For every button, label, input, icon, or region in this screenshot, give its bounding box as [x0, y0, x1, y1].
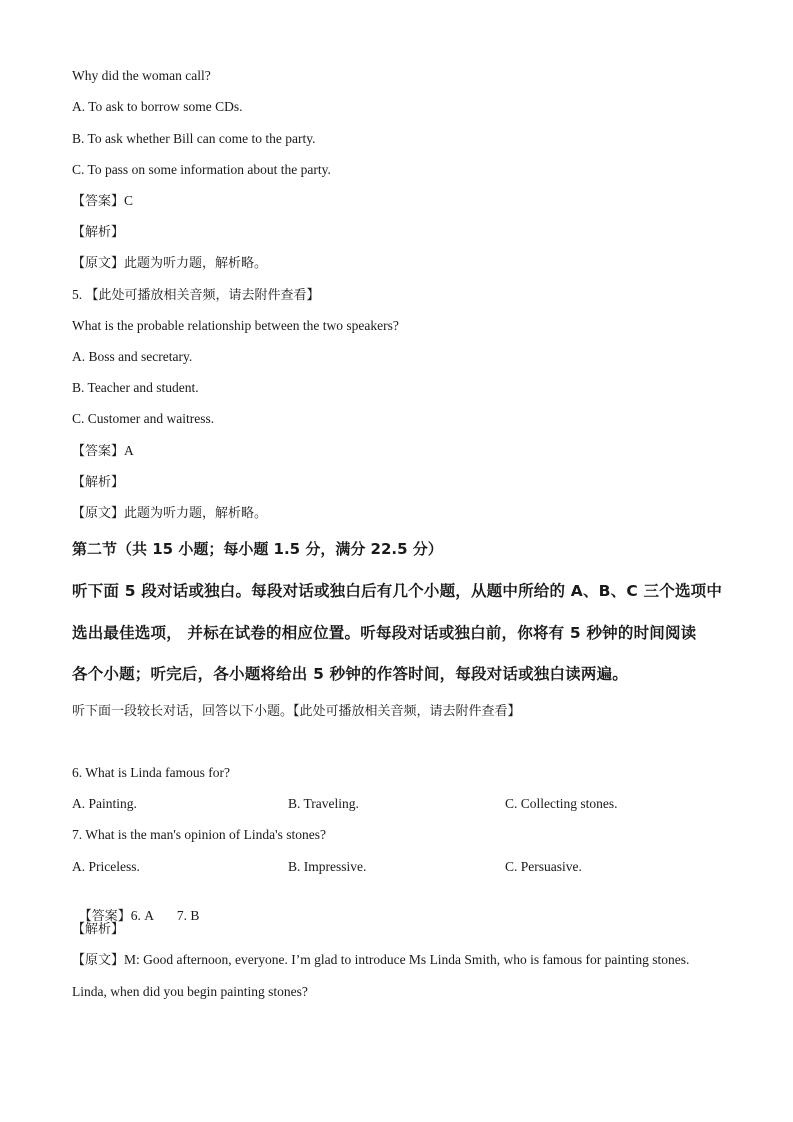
q5-option-a: A. Boss and secretary. — [72, 349, 193, 364]
q4-analysis — [72, 223, 124, 242]
sub-instruction: 听下面一段较长对话，回答以下小题。【此处可播放相关音频，请去附件查看】 — [72, 704, 521, 719]
q7-option-b: B. Impressive. — [288, 859, 367, 874]
analysis-tag: 【解析】 — [72, 225, 125, 240]
q4-option-c: C. To pass on some information about the party. — [72, 162, 331, 177]
analysis-tag: 【解析】 — [72, 922, 125, 937]
q67-original — [72, 951, 689, 970]
answer-tag: 【答案】 — [72, 194, 125, 209]
q5-header — [72, 286, 320, 305]
q6-question: 6. What is Linda famous for? — [72, 765, 230, 780]
q4-answer — [72, 192, 133, 211]
answer-value: A — [124, 443, 134, 458]
original-tag: 【原文】 — [72, 256, 125, 271]
q5-audio-note: 【此处可播放相关音频，请去附件查看】 — [85, 288, 320, 303]
q67-analysis — [72, 920, 124, 939]
answer-value: C — [124, 193, 134, 208]
q5-question: What is the probable relationship between the two speakers? — [72, 318, 399, 333]
q4-option-a: A. To ask to borrow some CDs. — [72, 99, 243, 114]
q6-option-b: B. Traveling. — [288, 796, 359, 811]
q5-option-b: B. Teacher and student. — [72, 380, 199, 395]
section-title: 第二节（共 15 小题；每小题 1.5 分，满分 22.5 分） — [72, 540, 443, 558]
q4-original — [72, 254, 267, 273]
q6-option-c: C. Collecting stones. — [505, 796, 618, 811]
original-text-line-1: M: Good afternoon, everyone. I’m glad to introduce Ms Linda Smith, who is famous for painting stones. — [124, 952, 690, 967]
original-tag: 【原文】 — [72, 953, 125, 968]
q7-question: 7. What is the man's opinion of Linda's stones? — [72, 827, 326, 842]
answer-tag: 【答案】 — [78, 909, 131, 924]
answer-value: 6. A 7. B — [130, 908, 200, 923]
q7-option-a: A. Priceless. — [72, 859, 140, 874]
section-instruction-line-2: 选出最佳选项， 并标在试卷的相应位置。听每段对话或独白前，你将有 5 秒钟的时间阅读 — [72, 624, 697, 642]
section-instruction-line-3: 各个小题；听完后，各小题将给出 5 秒钟的作答时间，每段对话或独白读两遍。 — [72, 665, 628, 683]
original-text: 此题为听力题，解析略。 — [124, 506, 268, 521]
q5-number: 5. — [72, 287, 86, 302]
answer-tag: 【答案】 — [72, 444, 125, 459]
original-text: 此题为听力题，解析略。 — [124, 256, 268, 271]
q6-option-a: A. Painting. — [72, 796, 137, 811]
q4-question: Why did the woman call? — [72, 68, 211, 83]
q5-original — [72, 504, 267, 523]
q7-option-c: C. Persuasive. — [505, 859, 582, 874]
q5-option-c: C. Customer and waitress. — [72, 411, 215, 426]
q5-answer — [72, 442, 134, 461]
analysis-tag: 【解析】 — [72, 475, 125, 490]
section-instruction-line-1: 听下面 5 段对话或独白。每段对话或独白后有几个小题，从题中所给的 A、B、C 三个选项中 — [72, 582, 723, 600]
q5-analysis — [72, 473, 124, 492]
original-tag: 【原文】 — [72, 506, 125, 521]
q67-original-line-2: Linda, when did you begin painting stones? — [72, 984, 308, 999]
q4-option-b: B. To ask whether Bill can come to the party. — [72, 131, 316, 146]
